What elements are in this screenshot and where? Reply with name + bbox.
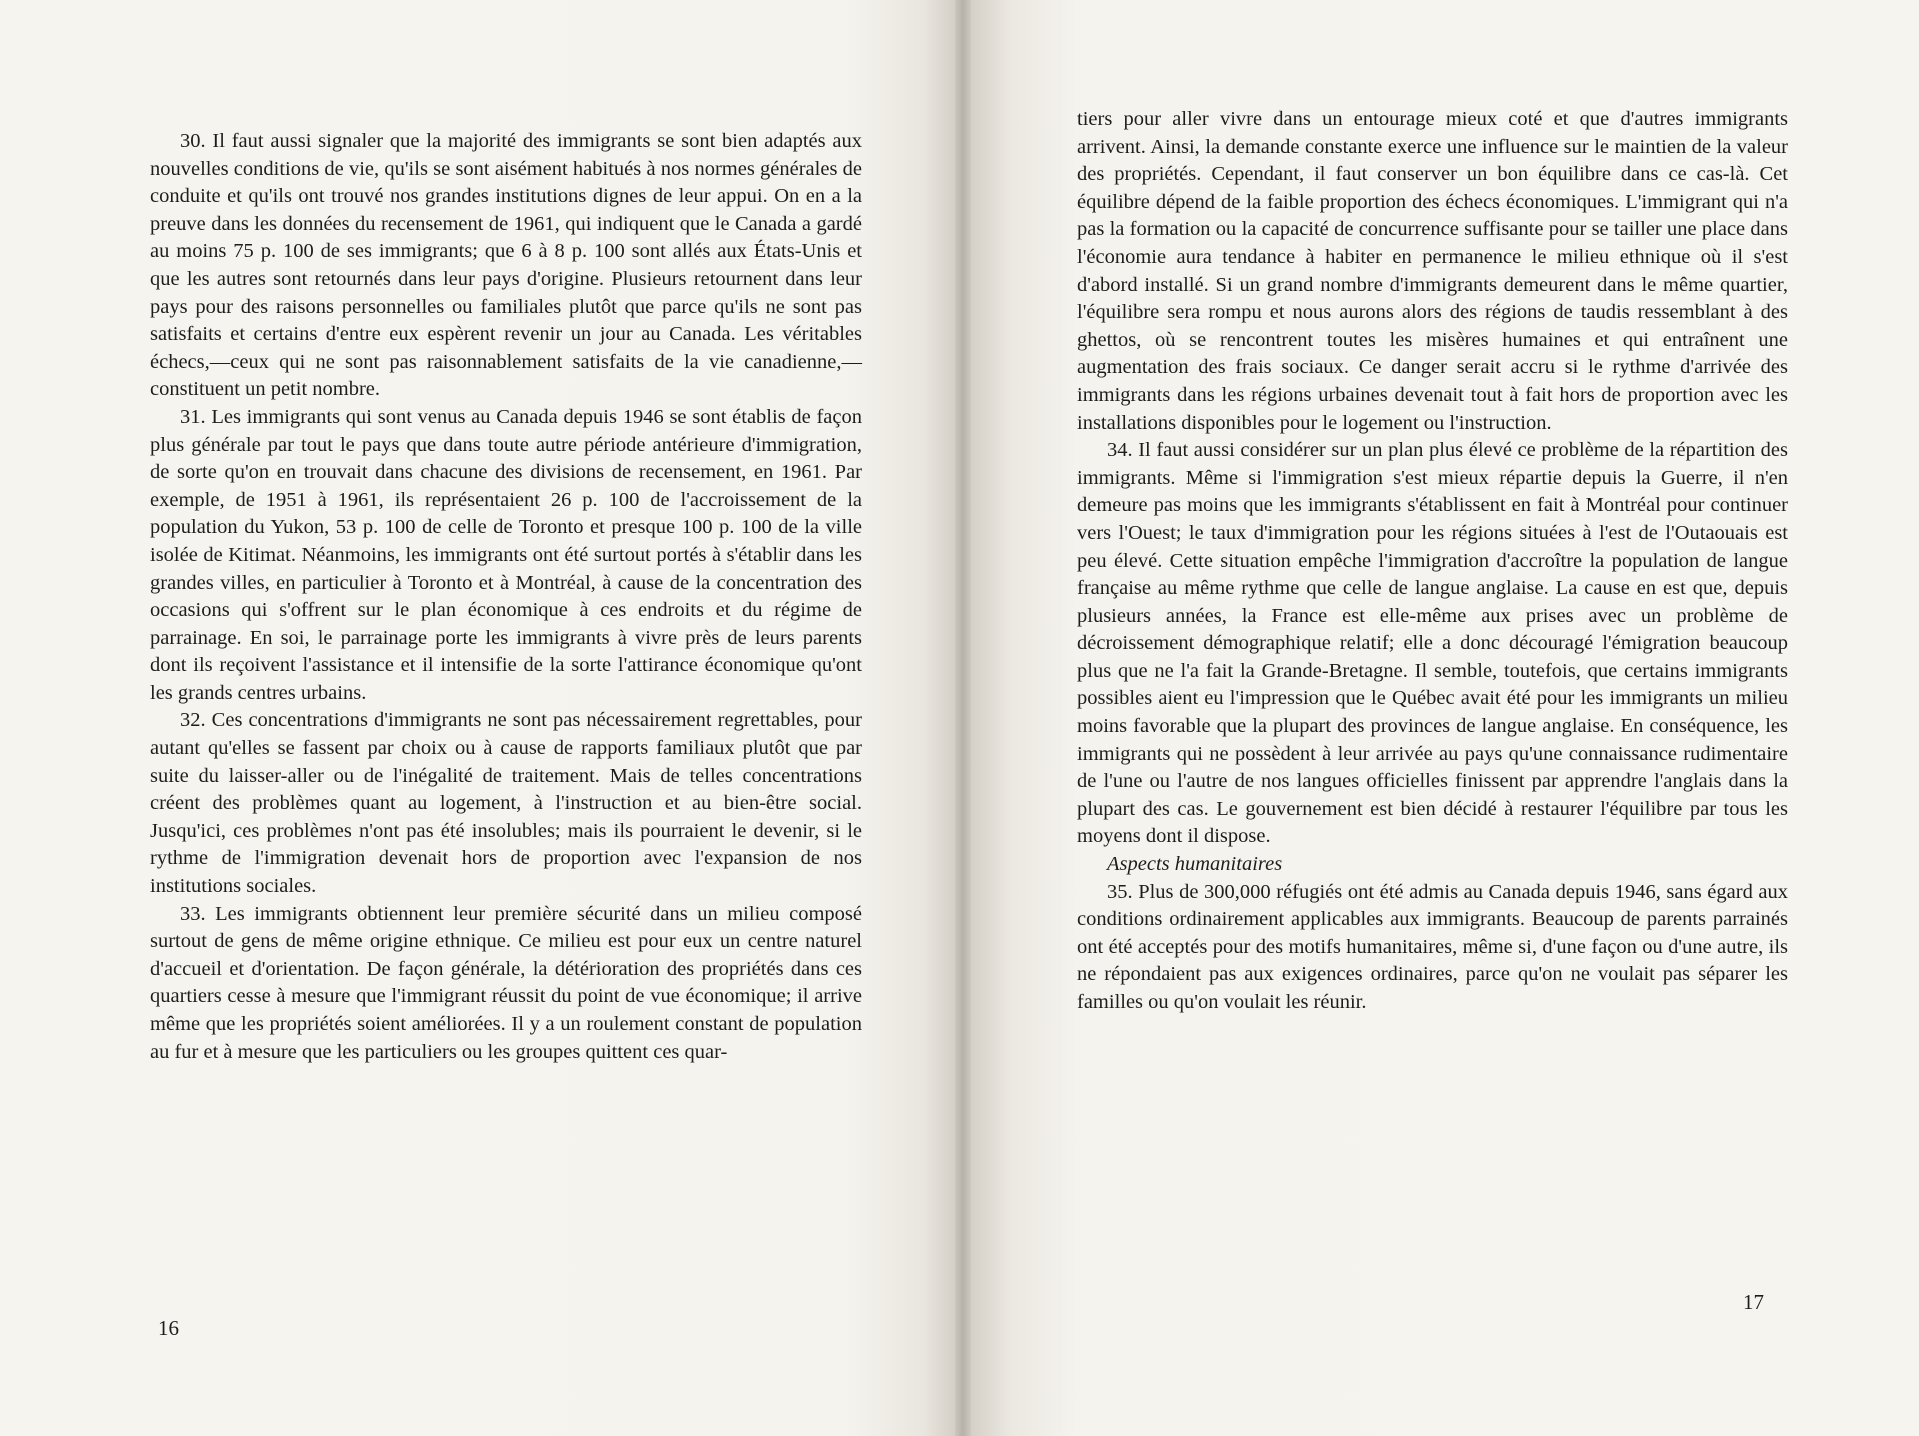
- right-page-body: [1077, 106, 1788, 1017]
- page-number-left: 16: [158, 1316, 179, 1340]
- right-page: [962, 0, 1919, 1436]
- paragraph-31: 31. Les immigrants qui sont venus au Canada depuis 1946 se sont établis de façon plus générale par tout le pays que dans toute autre période antérieure d'immigration, de sorte qu'on en trouvait dans chacune des divisions de recensement, en 1961. Par exemple, de 1951 à 1961, ils représentaient 26 p. 100 de l'accroissement de la population du Yukon, 53 p. 100 de celle de Toronto et presque 100 p. 100 de la ville isolée de Kitimat. Néanmoins, les immigrants ont été surtout portés à s'établir dans les grandes villes, en particulier à Toronto et à Montréal, à cause de la concentration des occasions qui s'offrent sur le plan économique à ces endroits et du régime de parrainage. En soi, le parrainage porte les immigrants à vivre près de leurs parents dont ils reçoivent l'assistance et il intensifie de la sorte l'attirance économique qu'ont les grands centres urbains.: [150, 405, 862, 704]
- paragraph-35: 35. Plus de 300,000 réfugiés ont été admis au Canada depuis 1946, sans égard aux conditions ordinairement applicables aux immigrants. Beaucoup de parents parrainés ont été acceptés pour des motifs humanitaires, même si, d'une façon ou d'une autre, ils ne répondaient pas aux exigences ordinaires, parce qu'on ne voulait pas séparer les familles ou qu'on voulait les réunir.: [1077, 880, 1788, 1013]
- left-page-body: [150, 128, 862, 1066]
- paragraph-32: 32. Ces concentrations d'immigrants ne sont pas nécessairement regrettables, pour autant qu'elles se fassent par choix ou à cause de rapports familiaux plutôt que par suite du laisser-aller ou de l'inégalité de traitement. Mais de telles concentrations créent des problèmes quant au logement, à l'instruction et au bien-être social. Jusqu'ici, ces problèmes n'ont pas été insolubles; mais ils pourraient le devenir, si le rythme de l'immigration devenait hors de proportion avec l'expansion de nos institutions sociales.: [150, 709, 862, 898]
- section-heading: Aspects humanitaires: [1107, 853, 1283, 876]
- page-number-right: 17: [1743, 1290, 1764, 1314]
- paragraph-30: 30. Il faut aussi signaler que la majorité des immigrants se sont bien adaptés aux nouvelles conditions de vie, qu'ils se sont aisément habitués à nos normes générales de conduite et qu'ils ont trouvé nos grandes institutions dignes de leur appui. On en a la preuve dans les données du recensement de 1961, qui indiquent que le Canada a gardé au moins 75 p. 100 de ses immigrants; que 6 à 8 p. 100 sont allés aux États-Unis et que les autres sont retournés dans leur pays d'origine. Plusieurs retournent dans leur pays pour des raisons personnelles ou familiales plutôt que parce qu'ils ne sont pas satisfaits et certains d'entre eux espèrent revenir un jour au Canada. Les véritables échecs,—ceux qui ne sont pas raisonnablement satisfaits de la vie canadienne,—constituent un petit nombre.: [150, 130, 862, 401]
- paragraph-33: 33. Les immigrants obtiennent leur première sécurité dans un milieu composé surtout de gens de même origine ethnique. Ce milieu est pour eux un centre naturel d'accueil et d'orientation. De façon générale, la détérioration des propriétés dans ces quartiers cesse à mesure que l'immigrant réussit du point de vue économique; il arrive même que les propriétés soient améliorées. Il y a un roulement constant de population au fur et à mesure que les particuliers ou les groupes quittent ces quar-: [150, 902, 862, 1063]
- gutter-shadow: [955, 0, 971, 1436]
- paragraph-34: 34. Il faut aussi considérer sur un plan plus élevé ce problème de la répartition des immigrants. Même si l'immigration s'est mieux répartie depuis la Guerre, il n'en demeure pas moins que les immigrants s'établissent en fait à Montréal pour continuer vers l'Ouest; le taux d'immigration pour les régions situées à l'est de l'Outaouais est peu élevé. Cette situation empêche l'immigration d'accroître la population de langue française au même rythme que celle de langue anglaise. La cause en est que, depuis plusieurs années, la France est elle-même aux prises avec un problème de décroissement démographique relatif; elle a donc découragé l'émigration beaucoup plus que ne l'a fait la Grande-Bretagne. Il semble, toutefois, que certains immigrants possibles aient eu l'impression que le Québec avait été pour les immigrants un milieu moins favorable que la plupart des provinces de langue anglaise. En conséquence, les immigrants qui ne possèdent à leur arrivée au pays qu'une connaissance rudimentaire de l'une ou l'autre de nos langues officielles finissent par apprendre l'anglais dans la plupart des cas. Le gouvernement est bien décidé à restaurer l'équilibre par tous les moyens dont il dispose.: [1077, 439, 1788, 848]
- paragraph-33-continuation: tiers pour aller vivre dans un entourage mieux coté et que d'autres immigrants arrivent. Ainsi, la demande constante exerce une influence sur le maintien de la valeur des propriétés. Cependant, il faut conserver un bon équilibre dans ce cas-là. Cet équilibre dépend de la faible proportion des échecs économiques. L'immigrant qui n'a pas la formation ou la capacité de concurrence suffisante pour se tailler une place dans l'économie aura tendance à habiter en permanence le milieu ethnique où il s'est d'abord installé. Si un grand nombre d'immigrants demeurent dans le même quartier, l'équilibre sera rompu et nous aurons alors des régions de taudis ressemblant à des ghettos, où se rencontrent toutes les misères humaines et qui entraînent une augmentation des frais sociaux. Ce danger serait accru si le rythme d'arrivée des immigrants dans les régions urbaines devenait tout à fait hors de proportion avec les installations disponibles pour le logement ou l'instruction.: [1077, 108, 1788, 434]
